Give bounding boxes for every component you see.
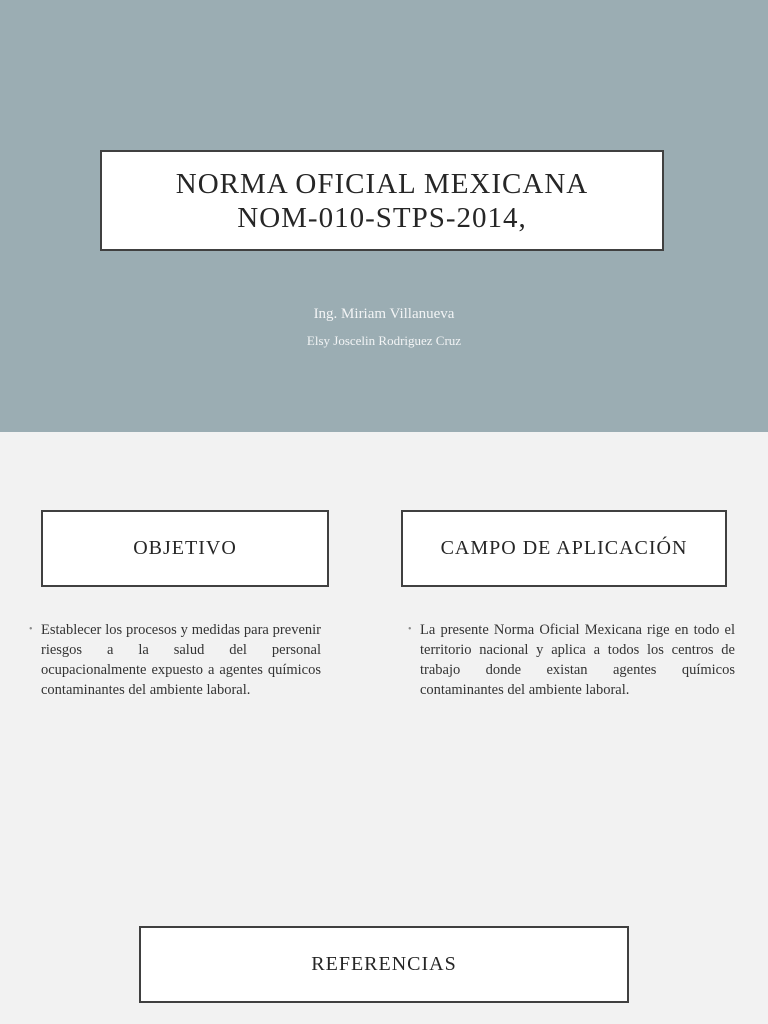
- author-secondary: Elsy Joscelin Rodriguez Cruz: [306, 333, 462, 348]
- campo-heading-box: [401, 510, 727, 587]
- referencias-heading-box: [139, 926, 629, 1003]
- bullet-icon: •: [29, 624, 33, 635]
- referencias-heading: REFERENCIAS: [311, 953, 457, 975]
- author-primary: Ing. Miriam Villanueva: [313, 306, 455, 322]
- title-line-1: NORMA OFICIAL MEXICANA: [175, 167, 589, 200]
- campo-heading: CAMPO DE APLICACIÓN: [440, 537, 688, 559]
- title-line-2: NOM-010-STPS-2014,: [237, 201, 527, 234]
- objetivo-heading-box: [41, 510, 329, 587]
- bullet-icon: •: [408, 624, 412, 635]
- title-box: [100, 150, 664, 251]
- campo-text: La presente Norma Oficial Mexicana rige en todo el territorio nacional y aplica a todos los centros de trabajo donde existan agentes químicos contaminantes del ambiente laboral.: [420, 622, 735, 698]
- cover-slide: [0, 0, 768, 432]
- objetivo-text: Establecer los procesos y medidas para prevenir riesgos a la salud del personal ocupacionalmente expuesto a agentes químicos contaminantes del ambiente laboral.: [41, 622, 321, 698]
- campo-bullet: [408, 620, 735, 700]
- objetivo-heading: OBJETIVO: [133, 537, 237, 559]
- objetivo-bullet: [29, 620, 321, 700]
